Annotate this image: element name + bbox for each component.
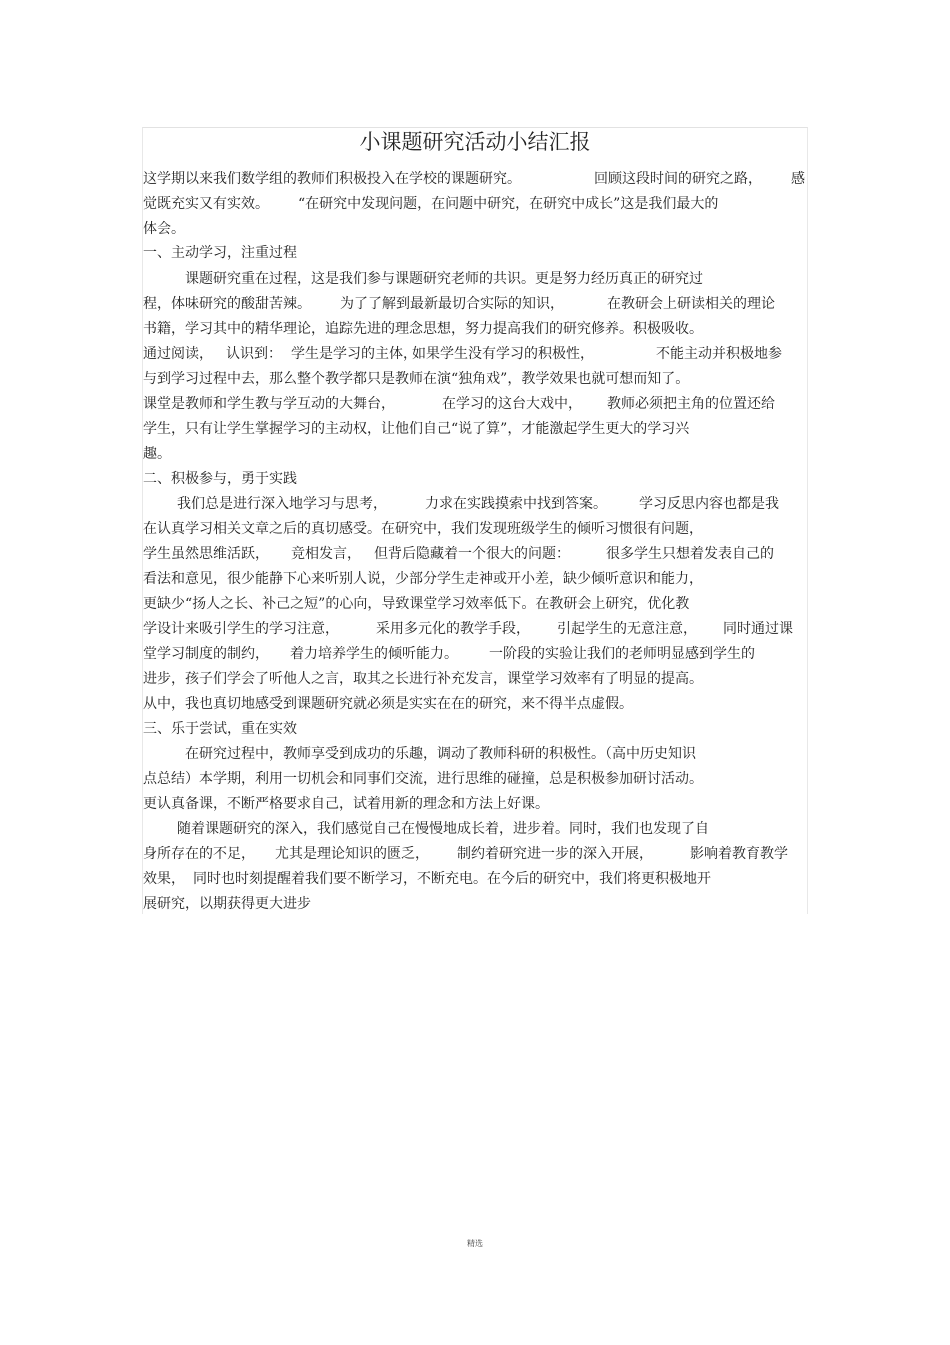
text-segment: 同时通过课 xyxy=(723,621,793,637)
text-line xyxy=(0,543,950,565)
text-segment: 课题研究重在过程，这是我们参与课题研究老师的共识。更是努力经历真正的研究过 xyxy=(185,271,703,287)
text-line xyxy=(0,868,950,890)
text-segment: 一阶段的实验让我们的老师明显感到学生的 xyxy=(489,646,755,662)
text-line xyxy=(0,242,950,264)
text-line xyxy=(0,893,950,915)
text-segment: 堂学习制度的制约， xyxy=(143,646,269,662)
text-line xyxy=(0,418,950,440)
text-segment: 书籍，学习其中的精华理论，追踪先进的理念思想，努力提高我们的研究修养。积极吸收。 xyxy=(143,321,703,337)
text-segment: 程，体味研究的酸甜苦辣。 xyxy=(143,296,311,312)
text-segment: 我们总是进行深入地学习与思考， xyxy=(177,496,387,512)
text-line xyxy=(0,643,950,665)
text-segment: 为了了解到最新最切合实际的知识， xyxy=(340,296,564,312)
text-segment: 觉既充实又有实效。 xyxy=(143,196,269,212)
text-segment: 引起学生的无意注意， xyxy=(557,621,697,637)
text-line xyxy=(0,493,950,515)
text-segment: 学生，只有让学生掌握学习的主动权，让他们自己“说了算”，才能激起学生更大的学习兴 xyxy=(143,421,690,437)
text-line xyxy=(0,718,950,740)
text-segment: 课堂是教师和学生教与学互动的大舞台， xyxy=(143,396,395,412)
text-segment: 如果学生没有学习的积极性， xyxy=(412,346,594,362)
text-line xyxy=(0,843,950,865)
text-segment: 尤其是理论知识的匮乏， xyxy=(275,846,429,862)
text-line xyxy=(0,668,950,690)
text-segment: 采用多元化的教学手段， xyxy=(376,621,530,637)
text-line xyxy=(0,218,950,240)
text-segment: 与到学习过程中去，那么整个教学都只是教师在演“独角戏”，教学效果也就可想而知了。 xyxy=(143,371,690,387)
text-segment: 一、主动学习，注重过程 xyxy=(143,245,297,261)
text-segment: 二、积极参与，勇于实践 xyxy=(143,471,297,487)
text-segment: 教师必须把主角的位置还给 xyxy=(607,396,775,412)
text-line xyxy=(0,518,950,540)
text-line xyxy=(0,468,950,490)
text-segment: 影响着教育教学 xyxy=(690,846,788,862)
text-segment: 看法和意见，很少能静下心来听别人说，少部分学生走神或开小差，缺少倾听意识和能力， xyxy=(143,571,703,587)
text-segment: 通过阅读， xyxy=(143,346,213,362)
text-segment: 在研究过程中，教师享受到成功的乐趣，调动了教师科研的积极性。（高中历史知识 xyxy=(185,746,696,762)
text-segment: 但背后隐藏着一个很大的问题： xyxy=(374,546,570,562)
text-line xyxy=(0,443,950,465)
text-segment: 制约着研究进一步的深入开展， xyxy=(457,846,653,862)
text-segment: 学生虽然思维活跃， xyxy=(143,546,269,562)
text-segment: 回顾这段时间的研究之路， xyxy=(594,171,762,187)
text-segment: 随着课题研究的深入，我们感觉自己在慢慢地成长着，进步着。同时，我们也发现了自 xyxy=(177,821,709,837)
text-segment: 力求在实践摸索中找到答案。 xyxy=(425,496,607,512)
text-segment: 学习反思内容也都是我 xyxy=(639,496,779,512)
text-line xyxy=(0,768,950,790)
text-line xyxy=(0,368,950,390)
text-line xyxy=(0,293,950,315)
text-segment: 趣。 xyxy=(143,446,171,462)
text-segment: 不能主动并积极地参 xyxy=(656,346,782,362)
text-segment: 认识到： xyxy=(226,346,282,362)
text-segment: 进步，孩子们学会了听他人之言，取其之长进行补充发言，课堂学习效率有了明显的提高。 xyxy=(143,671,703,687)
text-segment: 从中，我也真切地感受到课题研究就必须是实实在在的研究，来不得半点虚假。 xyxy=(143,696,633,712)
footer-label: 精选 xyxy=(467,1239,483,1248)
text-line xyxy=(0,568,950,590)
text-segment: 竞相发言， xyxy=(291,546,361,562)
text-segment: 效果， xyxy=(143,871,185,887)
text-segment: 更认真备课，不断严格要求自己，试着用新的理念和方法上好课。 xyxy=(143,796,549,812)
text-segment: 体会。 xyxy=(143,221,185,237)
text-line xyxy=(0,693,950,715)
text-segment: 身所存在的不足， xyxy=(143,846,255,862)
text-segment: 感 xyxy=(791,171,805,187)
text-line xyxy=(0,393,950,415)
text-segment: 在教研会上研读相关的理论 xyxy=(607,296,775,312)
document-title: 小课题研究活动小结汇报 xyxy=(359,130,591,154)
text-segment: 同时也时刻提醒着我们要不断学习，不断充电。在今后的研究中，我们将更积极地开 xyxy=(193,871,711,887)
text-line xyxy=(0,593,950,615)
text-segment: 点总结）本学期，利用一切机会和同事们交流，进行思维的碰撞，总是积极参加研讨活动。 xyxy=(143,771,703,787)
text-line xyxy=(0,268,950,290)
text-line xyxy=(0,743,950,765)
text-line xyxy=(0,618,950,640)
text-line xyxy=(0,793,950,815)
text-segment: 三、乐于尝试，重在实效 xyxy=(143,721,297,737)
text-segment: 在认真学习相关文章之后的真切感受。在研究中，我们发现班级学生的倾听习惯很有问题， xyxy=(143,521,703,537)
text-segment: 更缺少“扬人之长、补己之短”的心向，导致课堂学习效率低下。在教研会上研究，优化教 xyxy=(143,596,690,612)
text-line xyxy=(0,818,950,840)
text-line xyxy=(0,343,950,365)
text-line xyxy=(0,168,950,190)
text-segment: 着力培养学生的倾听能力。 xyxy=(290,646,458,662)
text-segment: 学设计来吸引学生的学习注意， xyxy=(143,621,339,637)
text-line xyxy=(0,318,950,340)
text-segment: 展研究，以期获得更大进步 xyxy=(143,896,311,912)
text-segment: 学生是学习的主体， xyxy=(291,346,417,362)
text-segment: 这学期以来我们数学组的教师们积极投入在学校的课题研究。 xyxy=(143,171,521,187)
text-line xyxy=(0,193,950,215)
text-segment: 很多学生只想着发表自己的 xyxy=(606,546,774,562)
text-segment: “在研究中发现问题，在问题中研究，在研究中成长”这是我们最大的 xyxy=(298,196,719,212)
text-segment: 在学习的这台大戏中， xyxy=(442,396,582,412)
